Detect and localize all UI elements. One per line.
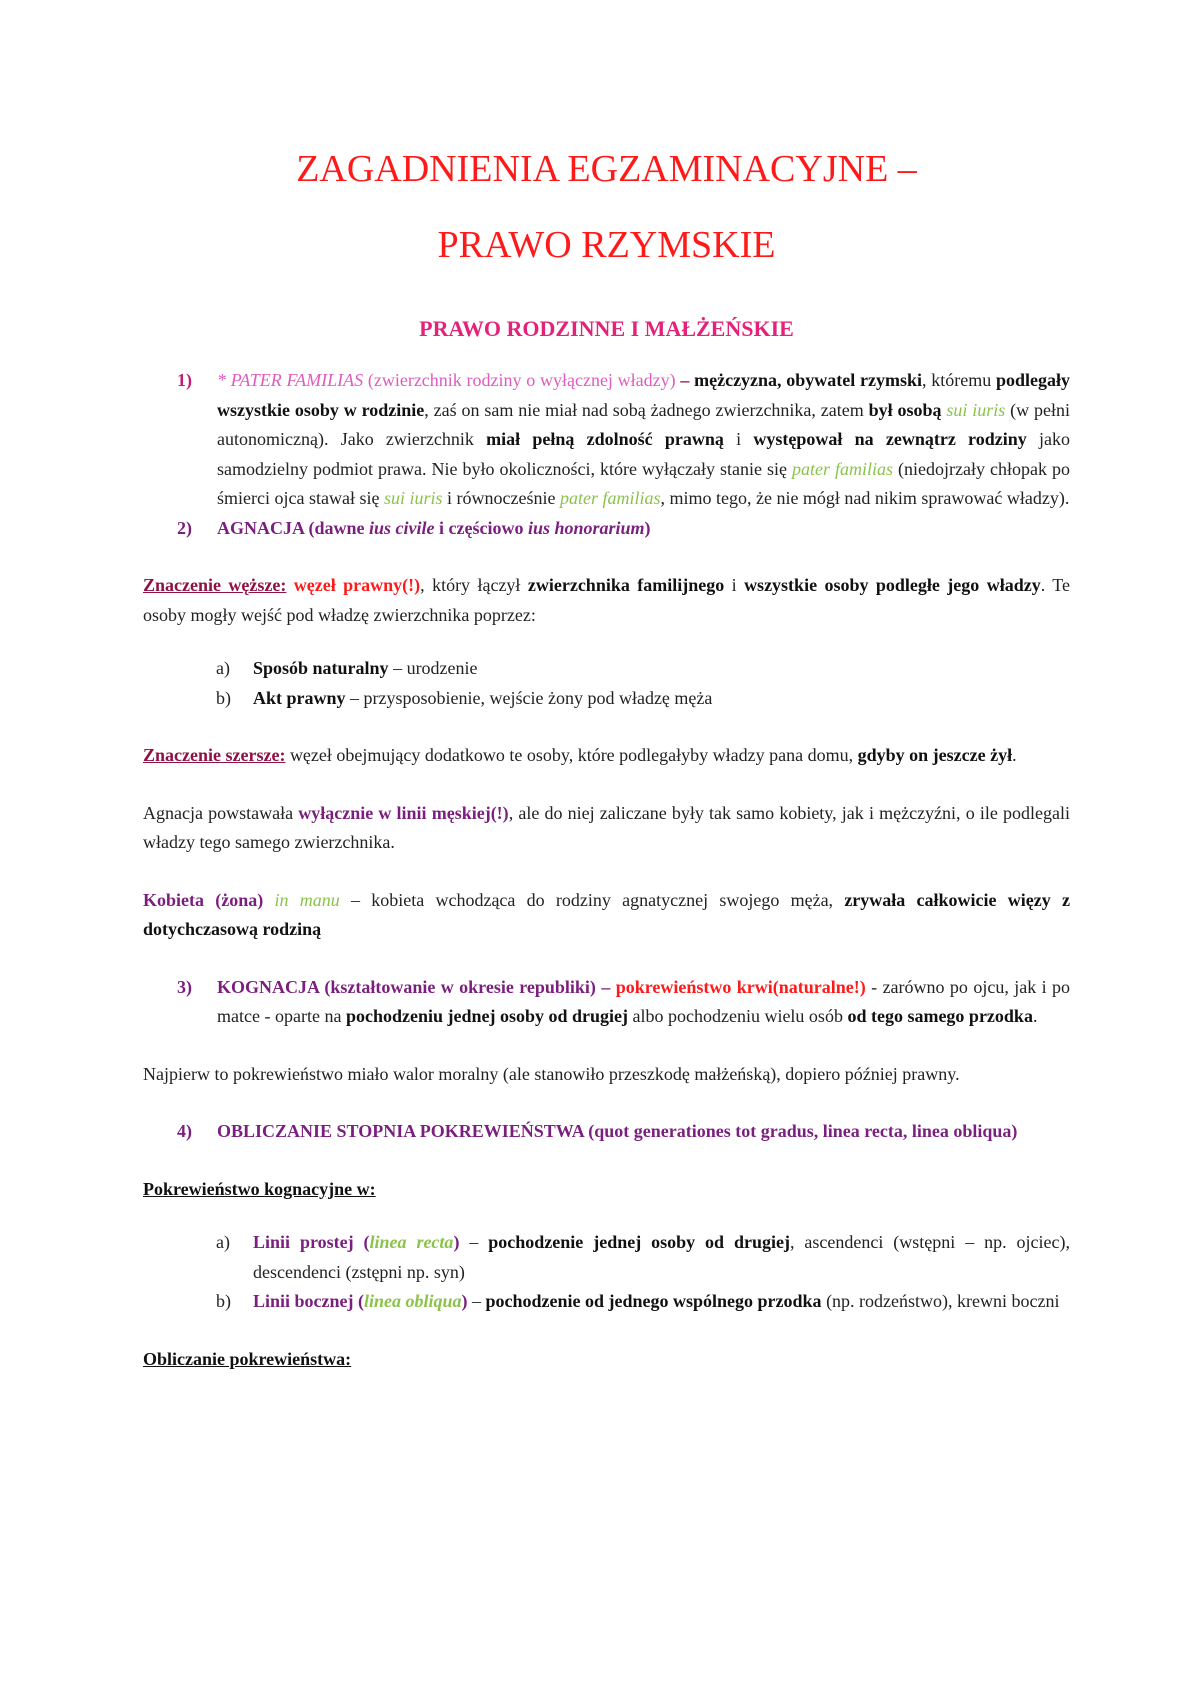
alpha-list-narrow xyxy=(143,654,1070,713)
list-item-linea-obliqua: b) Linii bocznej (linea obliqua) – pochodzenie od jednego wspólnego przodka (np. rodzeństwo), krewni boczni xyxy=(216,1291,1060,1311)
list-marker: 2) xyxy=(177,517,192,538)
numbered-list-4 xyxy=(143,1117,1070,1147)
list-item: a) Sposób naturalny – urodzenie xyxy=(216,658,478,678)
title-line-2: PRAWO RZYMSKIE xyxy=(437,224,776,266)
paragraph-agnation: Agnacja powstawała wyłącznie w linii męskiej(!), ale do niej zaliczane były tak samo kobiety, jak i mężczyźni, o ile podlegali władzy tego samego zwierzchnika. xyxy=(143,802,1070,852)
list-marker: 4) xyxy=(177,1121,192,1141)
list-item: b) Akt prawny – przysposobienie, wejście żony pod władzę męża xyxy=(216,687,713,708)
paragraph-moral-value: Najpierw to pokrewieństwo miało walor moralny (ale stanowiło przeszkodę małżeńską), dopiero później prawny. xyxy=(143,1063,960,1084)
list-item-kognacja: 3) KOGNACJA (kształtowanie w okresie republiki) – pokrewieństwo krwi(naturalne!) - zarówno po ojcu, jak i po matce - oparte na pochodzeniu jednej osoby od drugiej albo pochodzeniu wielu osób od tego samego przodka. xyxy=(143,973,1070,1032)
paragraph-wide-meaning: Znaczenie szersze: węzeł obejmujący dodatkowo te osoby, które podlegałyby władzy pana domu, gdyby on jeszcze żył. xyxy=(143,745,1017,765)
alpha-list-cognatic xyxy=(143,1228,1070,1317)
heading-cognatic-kinship: Pokrewieństwo kognacyjne w: xyxy=(143,1178,376,1199)
label-narrow-meaning: Znaczenie węższe: xyxy=(143,575,287,595)
list-item-pater-familias: 1) * PATER FAMILIAS (zwierzchnik rodziny o wyłącznej władzy) – mężczyzna, obywatel rzymski, któremu podlegały wszystkie osoby w rodzinie, zaś on sam nie miał nad sobą żadnego zwierzchnika, zatem był osobą sui iuris (w pełni autonomiczną). Jako zwierzchnik miał pełną zdolność prawną i występował na zewnątrz rodziny jako samodzielny podmiot prawa. Nie było okoliczności, które wyłączały stanie się pater familias (niedojrzały chłopak po śmierci ojca stawał się sui iuris i równocześnie pater familias, mimo tego, że nie mógł nad nikim sprawować władzy). xyxy=(143,366,1070,514)
paragraph-woman-in-manu: Kobieta (żona) in manu – kobieta wchodząca do rodziny agnatycznej swojego męża, zrywała całkowicie więzy z dotychczasową rodziną xyxy=(143,889,1070,939)
title-line-1: ZAGADNIENIA EGZAMINACYJNE – xyxy=(296,148,917,190)
list-item-degree-calculation: 4) OBLICZANIE STOPNIA POKREWIEŃSTWA (quot generationes tot gradus, linea recta, linea obliqua) xyxy=(143,1117,1070,1147)
section-subtitle: PRAWO RODZINNE I MAŁŻEŃSKIE xyxy=(419,316,794,341)
label-wide-meaning: Znaczenie szersze: xyxy=(143,745,286,765)
heading-kinship-calculation: Obliczanie pokrewieństwa: xyxy=(143,1348,352,1369)
list-marker: 3) xyxy=(177,976,192,997)
paragraph-narrow-meaning: Znaczenie węższe: węzeł prawny(!), który łączył zwierzchnika familijnego i wszystkie osoby podległe jego władzy. Te osoby mogły wejść pod władzę zwierzchnika poprzez: xyxy=(143,575,1071,625)
list-item-agnacja: 2) AGNACJA (dawne ius civile i częściowo ius honorarium) xyxy=(143,514,1070,544)
list-item-linea-recta: a) Linii prostej (linea recta) – pochodzenie jednej osoby od drugiej, ascendenci (wstępni – np. ojciec), descendenci (zstępni np. syn) xyxy=(216,1232,1070,1282)
list-marker: 1) xyxy=(177,370,192,390)
numbered-list-1 xyxy=(143,366,1070,543)
numbered-list-3 xyxy=(143,973,1070,1032)
